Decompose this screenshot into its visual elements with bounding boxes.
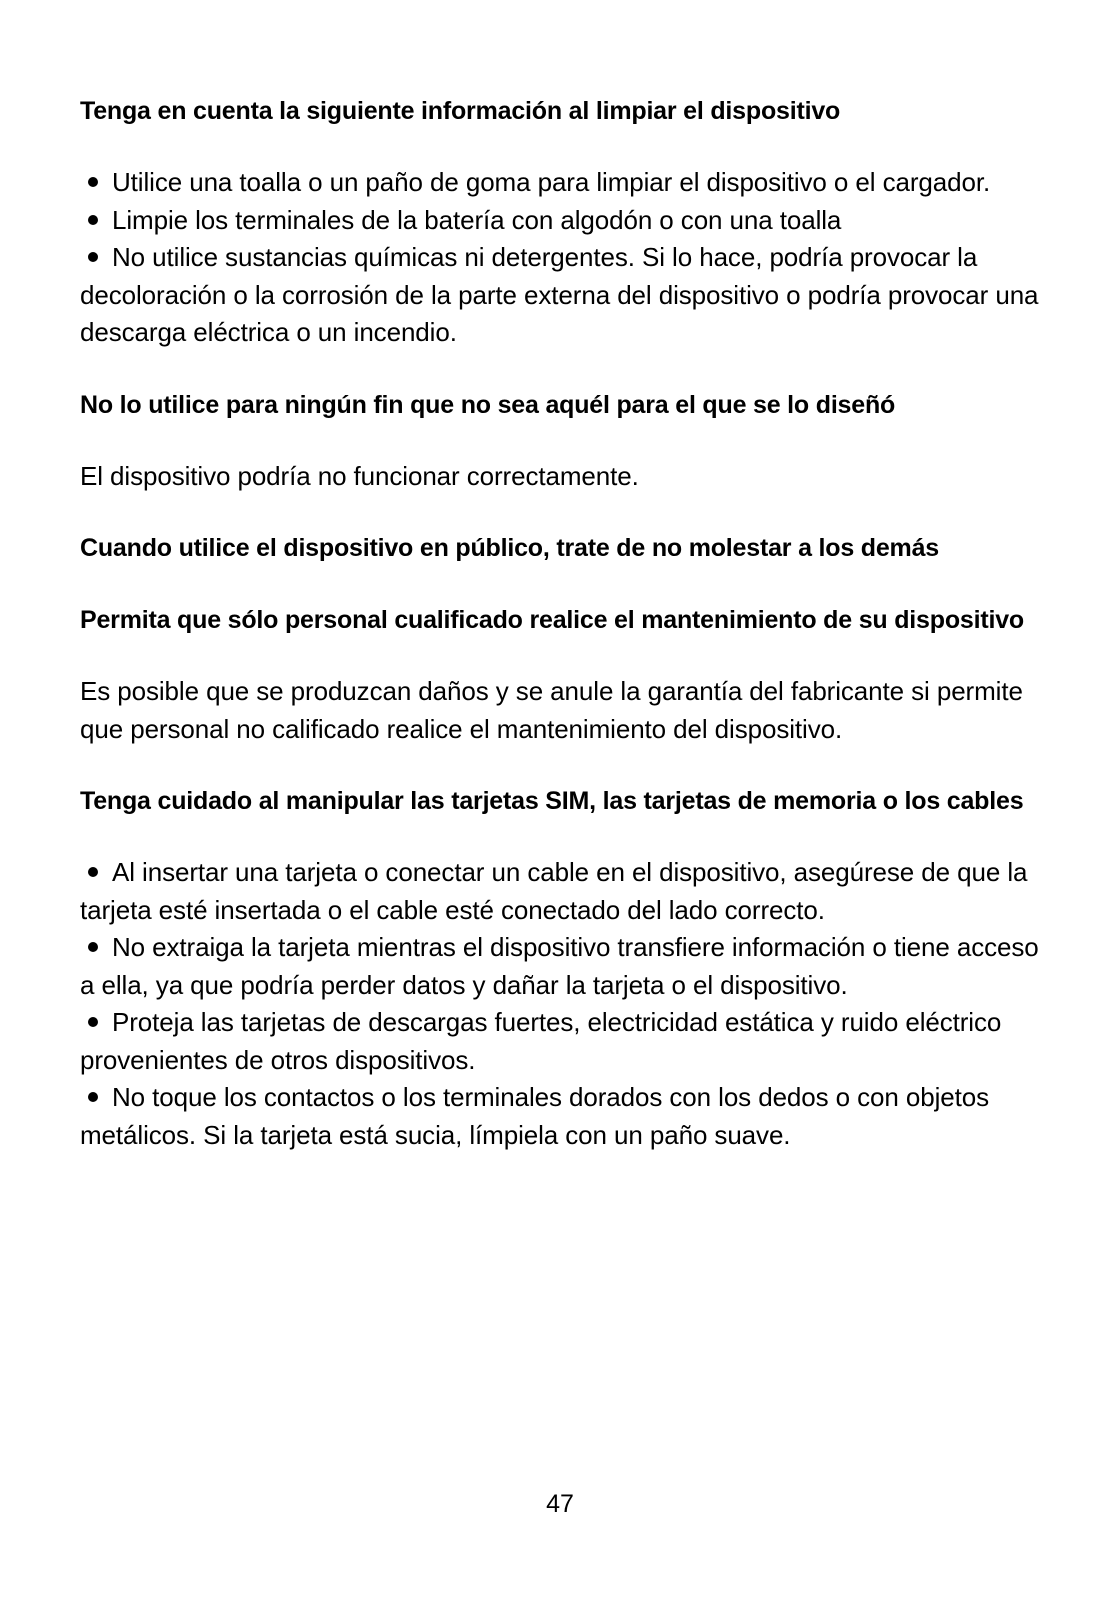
section-heading-qualified-service: Permita que sólo personal cualificado realice el mantenimiento de su dispositivo [80,606,1024,634]
bullet-icon [88,942,98,952]
section-text-qualified-service: Es posible que se produzcan daños y se anule la garantía del fabricante si permite que personal no calificado realice el mantenimiento del dispositivo. [80,676,1023,744]
bullet-icon [88,1092,98,1102]
cards-bullet-list [80,854,1045,1154]
cleaning-bullet-list [80,164,1045,352]
bullet-icon [88,1017,98,1027]
bullet-icon [88,177,98,187]
list-item: Utilice una toalla o un paño de goma para limpiar el dispositivo o el cargador. [80,164,1045,202]
section-heading-intended-use: No lo utilice para ningún fin que no sea aquél para el que se lo diseñó [80,390,896,419]
list-item: Al insertar una tarjeta o conectar un cable en el dispositivo, asegúrese de que la tarjeta esté insertada o el cable esté conectado del lado correcto. [80,857,1028,925]
section-heading-public-use: Cuando utilice el dispositivo en público, trate de no molestar a los demás [80,534,939,562]
bullet-icon [88,252,98,262]
list-item: No toque los contactos o los terminales dorados con los dedos o con objetos metálicos. Si la tarjeta está sucia, límpiela con un paño suave. [80,1082,990,1150]
bullet-icon [88,867,98,877]
page-number: 47 [546,1490,574,1518]
section-heading-cleaning: Tenga en cuenta la siguiente información al limpiar el dispositivo [80,97,841,125]
page-content [80,92,1045,1154]
section-text-intended-use: El dispositivo podría no funcionar correctamente. [80,460,639,491]
list-item: No utilice sustancias químicas ni detergentes. Si lo hace, podría provocar la decoloración o la corrosión de la parte externa del dispositivo o podría provocar una descarga eléctrica o un incendio. [80,242,1039,347]
section-heading-cards-cables: Tenga cuidado al manipular las tarjetas SIM, las tarjetas de memoria o los cables [80,787,1024,815]
list-item: No extraiga la tarjeta mientras el dispositivo transfiere información o tiene acceso a ella, ya que podría perder datos y dañar la tarjeta o el dispositivo. [80,932,1039,1000]
bullet-icon [88,215,98,225]
list-item: Limpie los terminales de la batería con algodón o con una toalla [80,202,1045,240]
list-item: Proteja las tarjetas de descargas fuertes, electricidad estática y ruido eléctrico provenientes de otros dispositivos. [80,1007,1002,1075]
